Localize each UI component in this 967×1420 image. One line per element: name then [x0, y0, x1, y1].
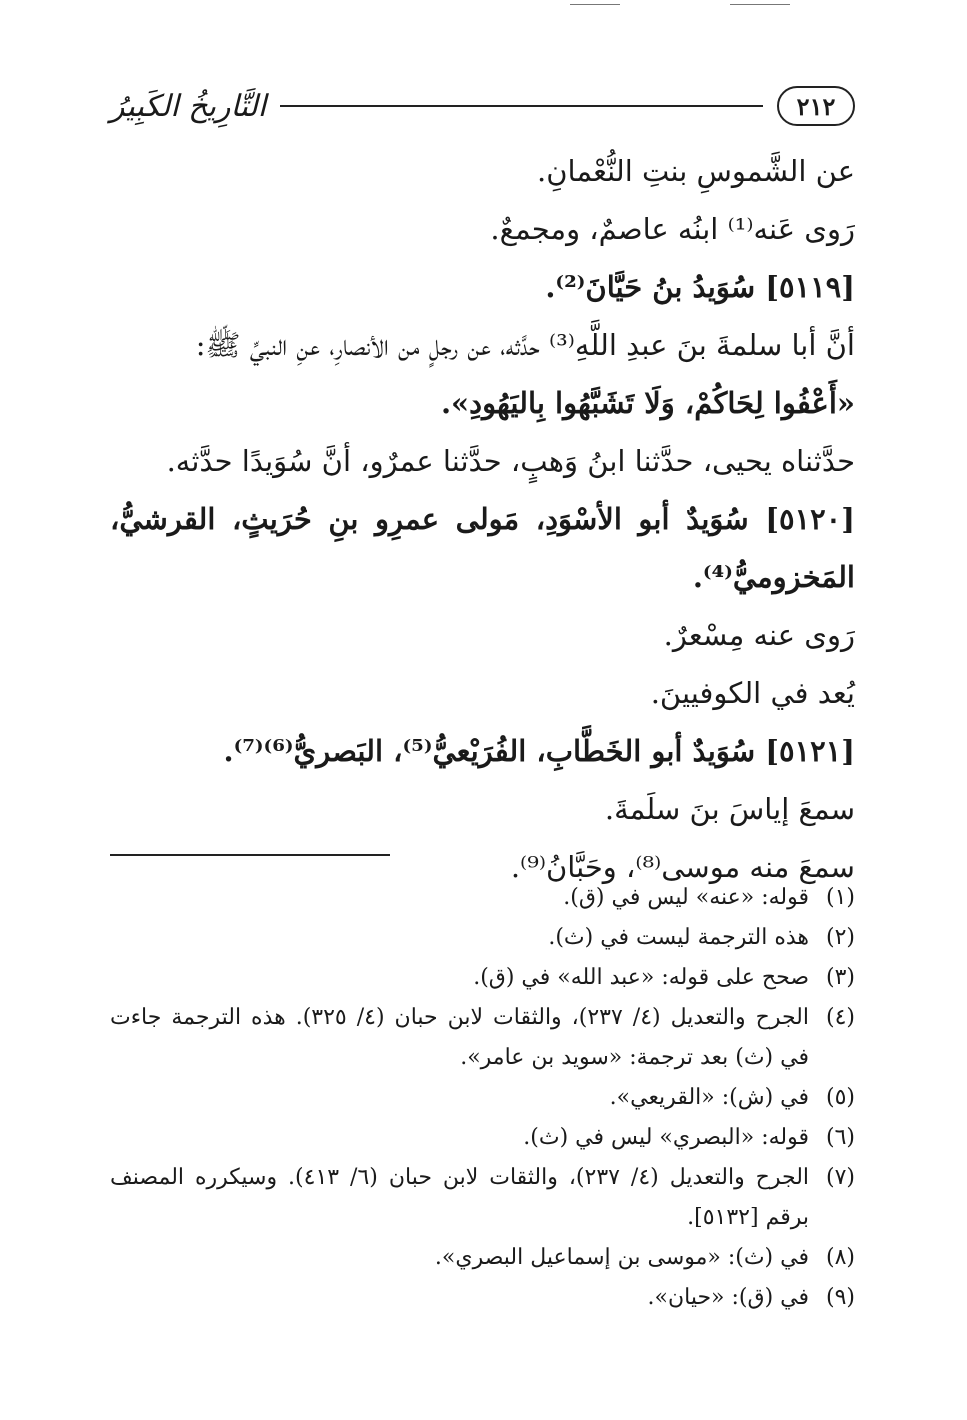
footnote-number: (١) [825, 885, 855, 910]
footnote-number: (٧) [825, 1165, 855, 1190]
footnote [110, 1158, 855, 1238]
text-line: رَوى عَنه⁽¹⁾ ابنُه عاصمٌ، ومجمعٌ. [490, 212, 855, 246]
footnote [110, 958, 855, 998]
footnote-number: (٣) [825, 965, 855, 990]
footnote [110, 1238, 855, 1278]
footnote-text: صحح على قوله: «عبد الله» في (ق). [473, 965, 809, 990]
footnote-text: في (ث): «موسى بن إسماعيل البصري». [434, 1245, 809, 1270]
footnote-text: الجرح والتعديل (٤/ ٢٣٧)، والثقات لابن حبان (٦/ ٤١٣). وسيكرره المصنف برقم [٥١٣٢]. [110, 1165, 810, 1230]
text-line: رَوى عنه مِسْعرٌ. [663, 618, 855, 652]
entry-heading: [٥١١٩] سُوَيدُ بنُ حَيَّانَ⁽²⁾. [545, 270, 855, 304]
footnotes [110, 878, 855, 1318]
footnote-text: في (ش): «القريعي». [609, 1085, 809, 1110]
footnote [110, 1078, 855, 1118]
footnote-separator [110, 854, 390, 856]
page [110, 78, 855, 1378]
header-rule [280, 105, 763, 107]
footnote-number: (٦) [825, 1125, 855, 1150]
text-line: سمعَ إياسَ بنَ سلَمةَ. [604, 792, 855, 826]
footnote [110, 998, 855, 1078]
page-number: ٢١٢ [777, 86, 855, 126]
footnote-number: (٢) [825, 925, 855, 950]
entry-heading: [٥١٢١] سُوَيدٌ أبو الخَطَّابِ، الفُرَيْعيُّ⁽⁵⁾، البَصريُّ⁽⁶⁾⁽⁷⁾. [223, 734, 855, 768]
footnote-number: (٩) [825, 1285, 855, 1310]
scan-marks [540, 0, 800, 10]
hadith-text: «أَعْفُوا لِحَاكُمْ، وَلَا تَشَبَّهُوا بِاليَهُودِ». [440, 386, 855, 420]
footnote-text: الجرح والتعديل (٤/ ٢٣٧)، والثقات لابن حبان (٤/ ٣٢٥). هذه الترجمة جاءت في (ث) بعد ترجمة: «سويد بن عامر». [110, 1005, 809, 1070]
entry-heading: [٥١٢٠] سُوَيدٌ أبو الأسْوَدِ، مَولى عمرِو بنِ حُرَيثٍ، القرشيُّ، المَخزوميُّ⁽⁴⁾. [110, 502, 855, 594]
footnote-text: قوله: «عنه» ليس في (ق). [563, 885, 809, 910]
book-title: التَّارِيخُ الكَبِيرُ [110, 88, 267, 124]
page-header [110, 78, 855, 134]
footnote-text: في (ق): «حيان». [647, 1285, 809, 1310]
footnote [110, 1118, 855, 1158]
footnote [110, 918, 855, 958]
footnote-text: قوله: «البصري» ليس في (ث). [523, 1125, 809, 1150]
text-line: أنَّ أبا سلمةَ بنَ عبدِ اللَّهِ⁽³⁾ حدَّثه، عن رجلٍ من الأنصارِ، عنِ النبيِّ ﷺ: [195, 328, 855, 362]
footnote-number: (٥) [825, 1085, 855, 1110]
text-line: سمعَ منه موسى⁽⁸⁾، وحَبَّانُ⁽⁹⁾. [510, 850, 855, 884]
text-line: حدَّثناه يحيى، حدَّثنا ابنُ وَهبٍ، حدَّثنا عمرٌو، أنَّ سُوَيدًا حدَّثه. [166, 444, 855, 478]
footnote [110, 1278, 855, 1318]
footnote-number: (٨) [825, 1245, 855, 1270]
footnote [110, 878, 855, 918]
text-line: يُعد في الكوفيينَ. [650, 676, 855, 710]
footnote-number: (٤) [825, 1005, 855, 1030]
footnote-text: هذه الترجمة ليست في (ث). [548, 925, 809, 950]
main-text [110, 142, 855, 896]
text-line: عن الشَّموسِ بنتِ النُّعْمانِ. [537, 154, 855, 188]
